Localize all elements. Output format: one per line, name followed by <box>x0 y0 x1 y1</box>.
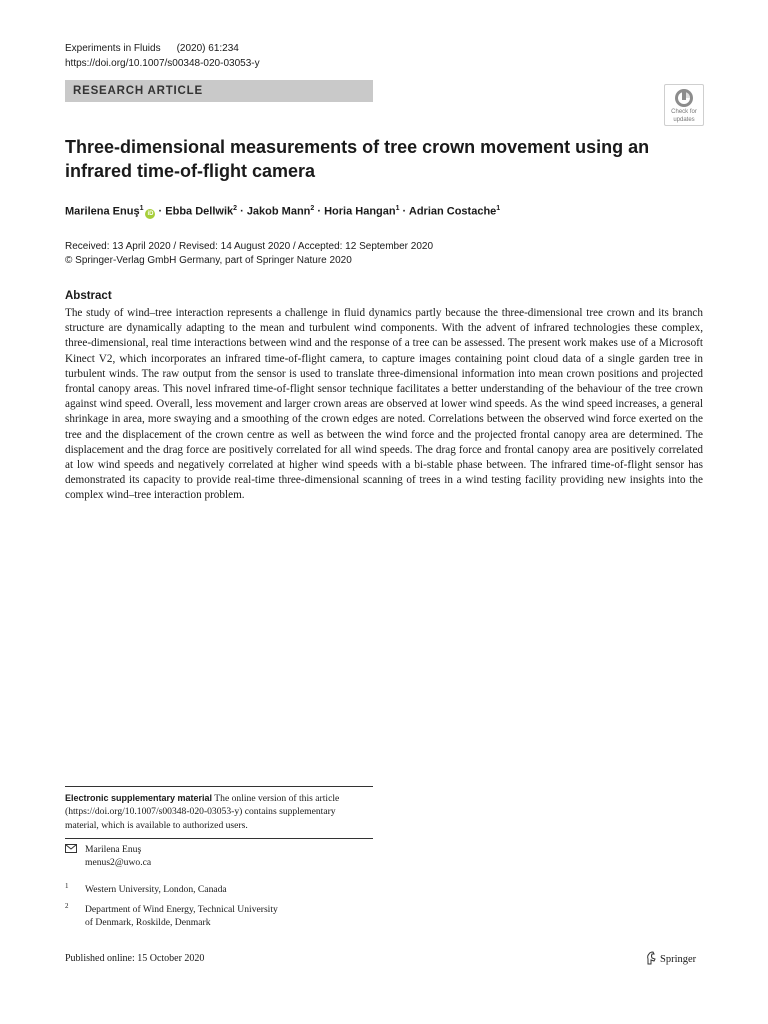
journal-issue: (2020) 61:234 <box>176 43 239 54</box>
check-for-updates-badge[interactable] <box>664 84 704 126</box>
history-dates: Received: 13 April 2020 / Revised: 14 August 2020 / Accepted: 12 September 2020 <box>65 241 434 252</box>
esm-link[interactable]: https://doi.org/10.1007/s00348-020-03053-y <box>68 806 240 818</box>
abstract-body: The study of wind–tree interaction represents a challenge in fluid dynamics partly because the three-dimensional tree crown and its branch structure are dynamically adapting to the mean and turbulent wind components. With the advent of infrared technologies these complex, three-dimensional, real time interactions between wind and the response of a tree can be assessed. The present work makes use of a Microsoft Kinect V2, which incorporates an infrared time-of-flight camera, to capture images containing point cloud data of a single garden tree in turbulent winds. The raw output from the sensor is used to translate three-dimensional information into mean crown positions and projected frontal canopy areas. This novel infrared time-of-flight sensor technique facilitates a better understanding of the behaviour of the tree crown against wind speed. Overall, less movement and larger crown areas are observed at lower wind speeds. As the wind speed increases, a general shrinkage in area, more swaying and a smoothing of the crown edges are noted. Correlations between the observed wind force exerted on the tree and the displacement of the crown centre as well as between the wind force and the projected frontal canopy area are determined. The displacement and the drag force are positively correlated for all wind speeds. The drag force and frontal canopy area are positively correlated at low wind speeds and negatively correlated at higher wind speeds with a bi-stable phase between. The infrared time-of-flight sensor has demonstrated its capacity to provide real-time three-dimensional scanning of trees in a wind testing facility providing new insights into the complex wind–tree interaction problem. <box>65 307 703 502</box>
affiliation-text: Department of Wind Energy, Technical University <box>85 904 278 915</box>
corresponding-author: Marilena Enuş <box>85 844 142 855</box>
footnote-divider <box>65 838 373 839</box>
published-date: Published online: 15 October 2020 <box>65 953 205 964</box>
affiliation <box>65 903 278 929</box>
springer-horse-icon <box>645 951 657 965</box>
affiliation-mark: 1 <box>395 205 400 212</box>
esm-text-after: ) contains supplementary material, which is available to authorized users. <box>65 806 336 831</box>
author-name: Marilena Enuş <box>65 205 140 218</box>
refresh-icon <box>674 88 694 108</box>
author-name: Ebba Dellwik <box>165 205 234 218</box>
springer-logo <box>645 951 696 965</box>
author-name: Horia Hangan <box>324 205 396 218</box>
footnote-divider <box>65 786 373 787</box>
publisher-name: Springer <box>660 954 697 965</box>
article-type-banner: RESEARCH ARTICLE <box>65 80 373 102</box>
affiliation-mark: 1 <box>139 205 144 212</box>
article-dates <box>65 240 433 268</box>
doi-link[interactable]: https://doi.org/10.1007/s00348-020-03053-y <box>65 58 260 69</box>
abstract-heading: Abstract <box>65 290 112 302</box>
envelope-icon <box>65 844 77 853</box>
copyright-line: © Springer-Verlag GmbH Germany, part of Springer Nature 2020 <box>65 255 352 266</box>
check-label-1: Check for <box>671 109 697 115</box>
journal-header <box>65 41 260 71</box>
journal-name: Experiments in Fluids <box>65 43 161 54</box>
esm-text-before: The online version of this article ( <box>65 793 340 818</box>
author-list: Marilena Enuş$^1$iD · Ebba Dellwik$^2$ · Jakob Mann$^2$ · Horia Hangan$^1$ · Adrian Costache$^1$ <box>65 205 501 218</box>
corresponding-email[interactable]: menus2@uwo.ca <box>85 857 152 868</box>
author-name: Jakob Mann <box>246 205 311 218</box>
author-name: Adrian Costache <box>408 205 497 218</box>
paper-title: Three-dimensional measurements of tree crown movement using an infrared time-of-flight camera <box>65 137 650 181</box>
esm-label: Electronic supplementary material <box>65 793 213 803</box>
affiliation-text: Western University, London, Canada <box>85 884 227 895</box>
affiliation-mark: 2 <box>310 205 315 212</box>
affiliation-text: of Denmark, Roskilde, Denmark <box>85 917 211 928</box>
affiliation-mark: 1 <box>496 205 501 212</box>
affiliation-number: 1 <box>65 882 69 890</box>
affiliation <box>65 883 227 896</box>
check-label-2: updates <box>673 117 695 123</box>
supplementary-note <box>65 792 365 832</box>
affiliation-number: 2 <box>65 902 69 910</box>
correspondence <box>65 843 151 869</box>
orcid-icon[interactable]: iD <box>147 210 154 217</box>
affiliation-mark: 2 <box>233 205 238 212</box>
